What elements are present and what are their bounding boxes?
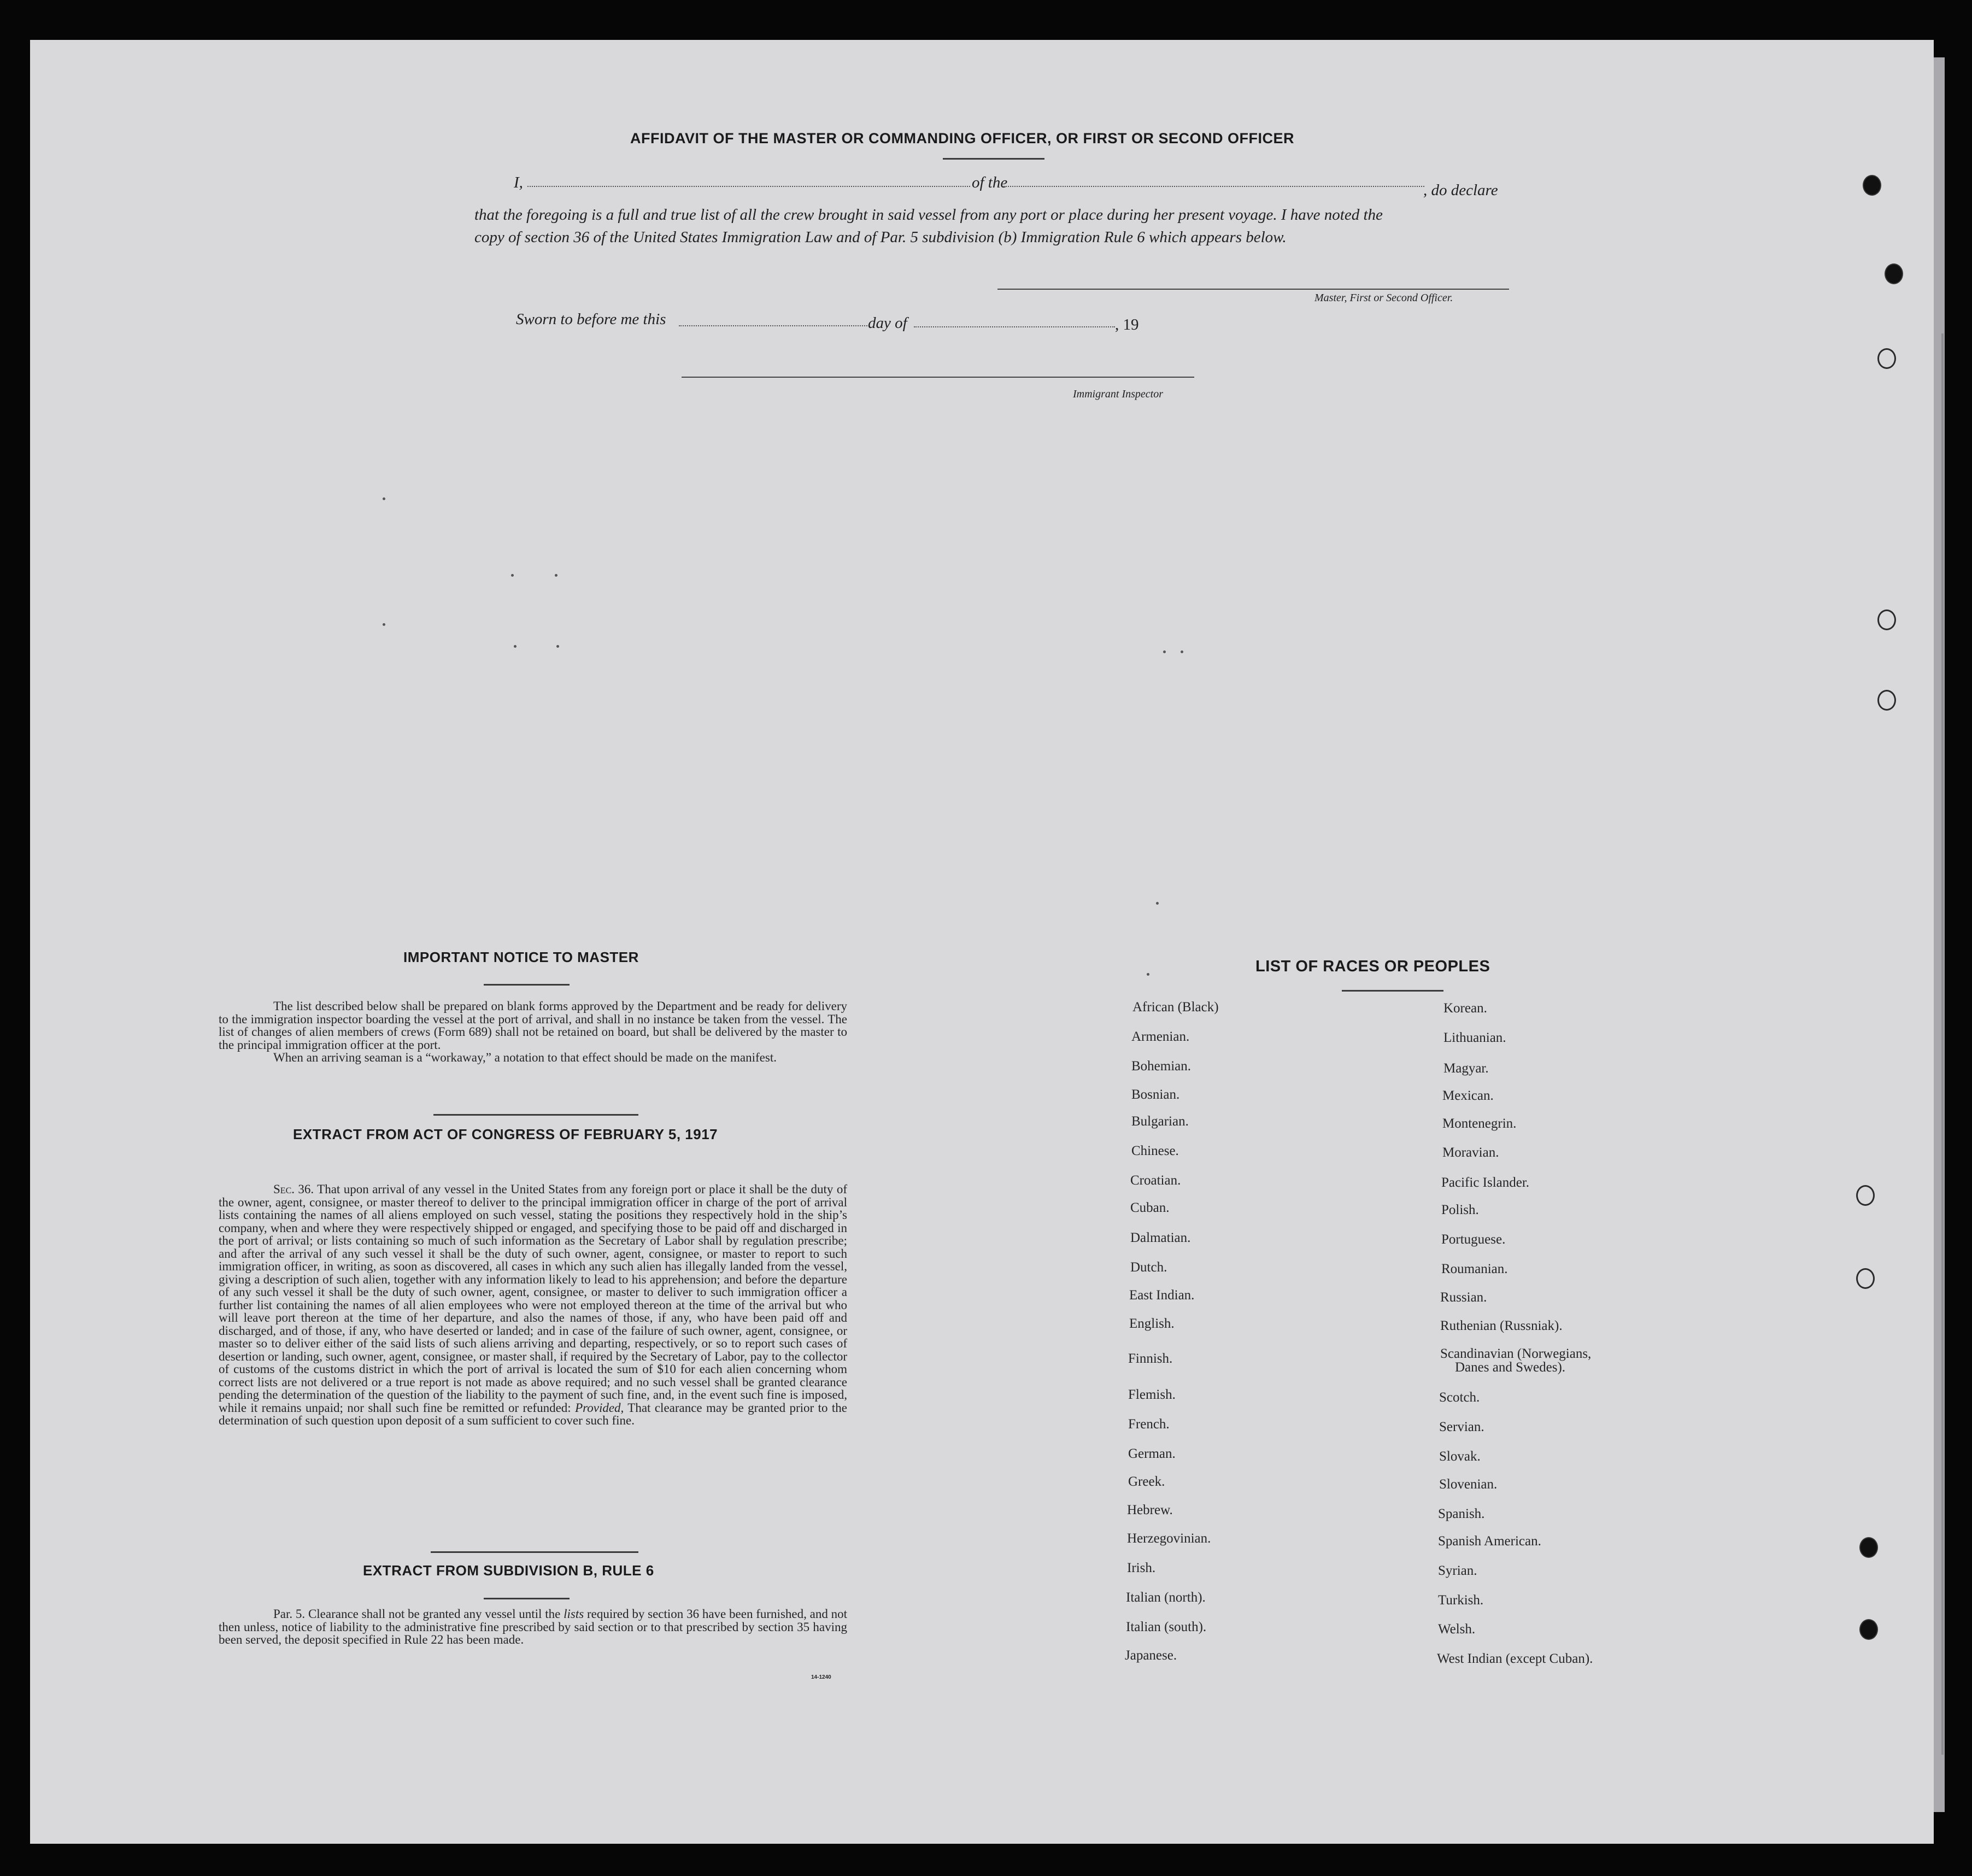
stray-mark bbox=[1147, 973, 1149, 976]
race-item-continuation: Danes and Swedes). bbox=[1455, 1360, 1566, 1375]
race-item: Servian. bbox=[1439, 1420, 1484, 1434]
act-body: That upon arrival of any vessel in the United States from any foreign port or place it shall be the duty of the owner, agent, consignee, or master thereof to deliver to the principal immigration officer in charge of the port of arrival lists containing the names of all aliens employed on such vessel, stating the positions they respectively hold in the ship’s company, when and where they were respectively shipped or engaged, and specifying those to be paid off and discharged in the port of arrival; or lists containing so much of such information as the Secretary of Labor shall by regulation prescribe; and after the arrival of any such vessel it shall be the duty of such owner, agent, consignee, or master to report to such immigration officer, in writing, as soon as discovered, all cases in which any such alien has illegally landed from the vessel, giving a description of such alien, together with any information likely to lead to his apprehension; and before the departure of any such vessel it shall be the duty of such owner, agent, consignee, or master to deliver to such immigration officer a further list containing the names of all alien employees who were not employed thereon at the time of the arrival but who will leave port thereon at the time of her departure, and also the names of those, if any, who have been paid off and discharged, and of those, if any, who have deserted or landed; and in case of the failure of such owner, agent, consignee, or master so to deliver either of the said lists of such aliens arriving and departing, respectively, or so to report such cases of desertion or landing, such owner, agent, consignee, or master shall, if required by the Secretary of Labor, pay to the collector of customs of the customs district in which the port of arrival is located the sum of $10 for each alien concerning whom correct lists are not delivered or a true report is not made as above required; and no such vessel shall be granted clearance pending the determination of the question of the liability to the payment of such fine, and, in the event such fine is imposed, while it remains unpaid; nor shall such fine be remitted or refunded: bbox=[219, 1182, 847, 1415]
race-item: French. bbox=[1128, 1417, 1170, 1432]
race-item: Bosnian. bbox=[1131, 1087, 1180, 1102]
race-item: Scandinavian (Norwegians, bbox=[1440, 1346, 1592, 1361]
binder-hole-icon bbox=[1877, 690, 1896, 711]
race-item: Chinese. bbox=[1131, 1144, 1179, 1158]
race-item: Croatian. bbox=[1130, 1173, 1181, 1188]
race-item: Welsh. bbox=[1438, 1622, 1476, 1637]
name-field-line[interactable] bbox=[527, 186, 970, 187]
signature-caption: Master, First or Second Officer. bbox=[1314, 292, 1453, 304]
race-item: Ruthenian (Russniak). bbox=[1440, 1318, 1563, 1333]
act-extract-text bbox=[219, 1183, 847, 1427]
race-item: Moravian. bbox=[1442, 1145, 1499, 1160]
stray-mark bbox=[1156, 902, 1159, 905]
race-item: Slovak. bbox=[1439, 1449, 1481, 1464]
race-item: Mexican. bbox=[1442, 1088, 1494, 1103]
affidavit-of-the-label: of the bbox=[972, 174, 1008, 191]
race-item: Syrian. bbox=[1438, 1563, 1477, 1578]
rule-extract-title: EXTRACT FROM SUBDIVISION B, RULE 6 bbox=[363, 1562, 654, 1579]
signature-line[interactable] bbox=[997, 289, 1509, 290]
stray-mark bbox=[1181, 650, 1183, 653]
binder-hole-icon bbox=[1863, 175, 1881, 196]
stray-mark bbox=[511, 574, 514, 577]
binder-hole-icon bbox=[1877, 609, 1896, 630]
race-item: West Indian (except Cuban). bbox=[1437, 1651, 1593, 1666]
notice-title: IMPORTANT NOTICE TO MASTER bbox=[403, 949, 639, 965]
title-divider bbox=[943, 158, 1044, 160]
stray-mark bbox=[556, 645, 559, 648]
affidavit-declare-label: , do declare bbox=[1423, 181, 1498, 199]
act-extract-title: EXTRACT FROM ACT OF CONGRESS OF FEBRUARY 5, 1917 bbox=[293, 1126, 718, 1142]
notice-paragraph-1: The list described below shall be prepared on blank forms approved by the Department and be ready for delivery to the immigration inspector boarding the vessel at the port of arrival, and shall in no instance be taken from the vessel. The list of changes of alien members of crews (Form 689) shall not be retained on board, but shall be delivered by the master to the principal immigration officer at the port. bbox=[219, 999, 847, 1052]
lists-word: lists bbox=[564, 1607, 584, 1621]
race-item: German. bbox=[1128, 1446, 1176, 1461]
race-item: Russian. bbox=[1440, 1290, 1487, 1305]
inspector-caption: Immigrant Inspector bbox=[1073, 388, 1163, 400]
rule-extract-text bbox=[219, 1608, 847, 1646]
stray-mark bbox=[383, 623, 385, 626]
race-item: African (Black) bbox=[1132, 1000, 1219, 1015]
stray-mark bbox=[1163, 650, 1166, 653]
sworn-day-line[interactable] bbox=[679, 325, 867, 326]
race-item: Dutch. bbox=[1130, 1260, 1167, 1275]
binder-hole-icon bbox=[1877, 348, 1896, 369]
document-page bbox=[30, 40, 1934, 1844]
affidavit-line-3: copy of section 36 of the United States Immigration Law and of Par. 5 subdivision (b) Immigration Rule 6 which appears below. bbox=[474, 228, 1287, 246]
notice-text bbox=[219, 1000, 847, 1064]
race-item: Roumanian. bbox=[1441, 1262, 1508, 1276]
sworn-label: Sworn to before me this bbox=[516, 310, 666, 328]
inspector-line[interactable] bbox=[682, 377, 1194, 378]
race-item: Korean. bbox=[1443, 1001, 1487, 1016]
race-item: Montenegrin. bbox=[1442, 1116, 1517, 1131]
stray-mark bbox=[383, 497, 385, 500]
races-title: LIST OF RACES OR PEOPLES bbox=[1255, 958, 1490, 975]
race-item: East Indian. bbox=[1129, 1288, 1195, 1303]
notice-paragraph-2: When an arriving seaman is a “workaway,” a notation to that effect should be made on the manifest. bbox=[273, 1051, 777, 1064]
day-of-label: day of bbox=[868, 314, 907, 332]
affidavit-i-label: I, bbox=[514, 174, 523, 191]
rule-body-end: required by section 36 have been furnished, and not then unless, notice of liability to the administrative fine prescribed by said section or to that prescribed by section 35 having been served, the deposit specified in Rule 22 has been made. bbox=[219, 1607, 848, 1646]
section-label: Sec. 36. bbox=[273, 1182, 314, 1196]
act-body-end: That clearance may be granted prior to the determination of such question upon deposit of a sum sufficient to cover such fine. bbox=[219, 1400, 847, 1427]
year-label: , 19 bbox=[1115, 316, 1139, 333]
race-item: Pacific Islander. bbox=[1441, 1175, 1530, 1190]
form-code: 14-1240 bbox=[811, 1674, 831, 1680]
page-edge-line bbox=[1941, 333, 1944, 1755]
race-item: Lithuanian. bbox=[1443, 1030, 1506, 1045]
affidavit-line-2: that the foregoing is a full and true list of all the crew brought in said vessel from any port or place during her present voyage. I have noted the bbox=[474, 206, 1383, 224]
race-item: Italian (north). bbox=[1126, 1590, 1206, 1605]
race-item: Dalmatian. bbox=[1130, 1230, 1191, 1245]
race-item: English. bbox=[1129, 1316, 1175, 1331]
stray-mark bbox=[514, 645, 517, 648]
race-item: Spanish. bbox=[1438, 1506, 1485, 1521]
stray-mark bbox=[555, 574, 557, 577]
binder-hole-icon bbox=[1859, 1619, 1878, 1640]
binder-hole-icon bbox=[1856, 1268, 1875, 1289]
binder-hole-icon bbox=[1885, 263, 1903, 284]
race-item: Hebrew. bbox=[1127, 1503, 1173, 1517]
section-divider bbox=[433, 1114, 638, 1116]
race-item: Magyar. bbox=[1443, 1061, 1489, 1076]
race-item: Bulgarian. bbox=[1131, 1114, 1189, 1129]
race-item: Scotch. bbox=[1439, 1390, 1480, 1405]
vessel-field-line[interactable] bbox=[1003, 186, 1424, 187]
provided-label: Provided, bbox=[575, 1400, 624, 1415]
race-item: Finnish. bbox=[1128, 1351, 1173, 1366]
race-item: Portuguese. bbox=[1441, 1232, 1506, 1247]
sworn-month-line[interactable] bbox=[914, 326, 1115, 327]
race-item: Slovenian. bbox=[1439, 1477, 1498, 1492]
races-divider bbox=[1342, 990, 1443, 992]
binder-hole-icon bbox=[1856, 1185, 1875, 1206]
race-item: Armenian. bbox=[1131, 1029, 1190, 1044]
binder-hole-icon bbox=[1859, 1537, 1878, 1558]
race-item: Cuban. bbox=[1130, 1200, 1170, 1215]
rule-divider bbox=[484, 1598, 570, 1599]
race-item: Irish. bbox=[1127, 1561, 1156, 1575]
race-item: Polish. bbox=[1441, 1203, 1479, 1217]
affidavit-title: AFFIDAVIT OF THE MASTER OR COMMANDING OFFICER, OR FIRST OR SECOND OFFICER bbox=[630, 130, 1294, 146]
act-extract-paragraph bbox=[219, 1183, 847, 1427]
race-item: Herzegovinian. bbox=[1127, 1531, 1211, 1546]
rule-extract-paragraph bbox=[219, 1608, 847, 1646]
race-item: Italian (south). bbox=[1126, 1620, 1207, 1634]
race-item: Greek. bbox=[1128, 1474, 1165, 1489]
race-item: Bohemian. bbox=[1131, 1059, 1192, 1074]
race-item: Turkish. bbox=[1438, 1593, 1484, 1608]
race-item: Spanish American. bbox=[1438, 1534, 1541, 1549]
race-item: Japanese. bbox=[1125, 1648, 1177, 1663]
rule-body-start: Par. 5. Clearance shall not be granted any vessel until the bbox=[273, 1607, 561, 1621]
section-divider bbox=[431, 1551, 638, 1553]
race-item: Flemish. bbox=[1128, 1387, 1176, 1402]
notice-divider bbox=[484, 984, 570, 986]
